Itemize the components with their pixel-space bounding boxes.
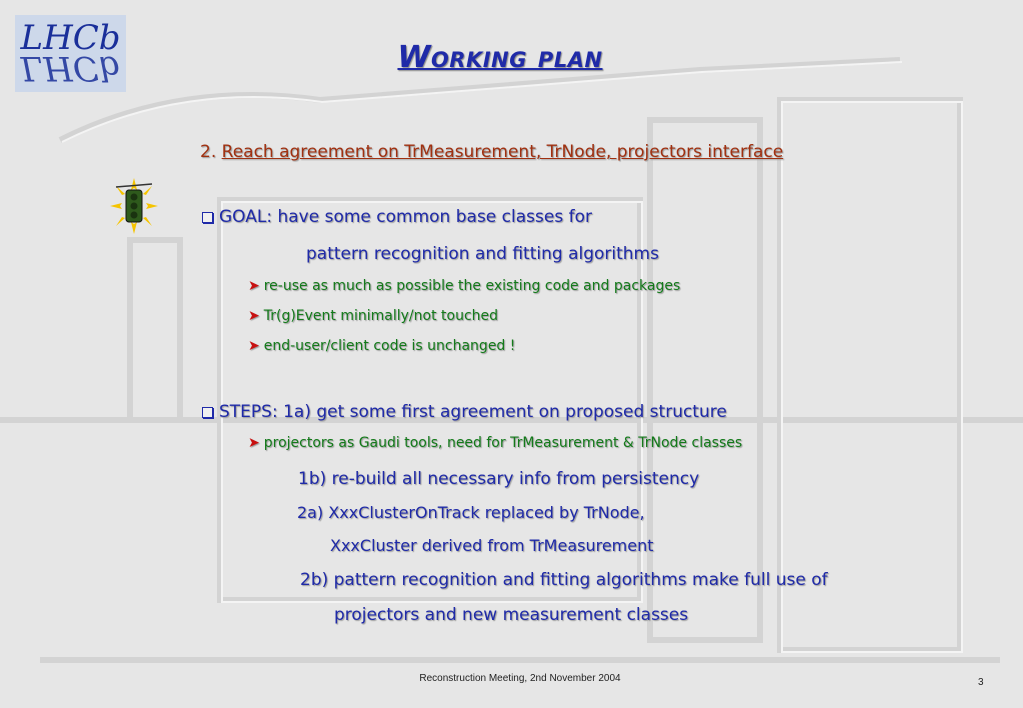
arrow-bullet-icon: ➤ bbox=[248, 308, 260, 324]
goal-bullet-2 bbox=[248, 308, 498, 324]
steps-bullet-text: projectors as Gaudi tools, need for TrMeasurement & TrNode classes bbox=[263, 435, 743, 451]
steps-2b-cont: projectors and new measurement classes bbox=[334, 605, 689, 625]
checkbox-bullet-icon bbox=[202, 212, 213, 223]
slide-title: Working plan bbox=[397, 40, 603, 75]
subheading-number: 2. bbox=[200, 142, 217, 162]
subheading bbox=[200, 142, 783, 162]
goal-text-1: GOAL: have some common base classes for bbox=[219, 207, 592, 227]
page-number: 3 bbox=[978, 677, 984, 688]
subheading-text: Reach agreement on TrMeasurement, TrNode, projectors interface bbox=[221, 142, 784, 162]
steps-2b: 2b) pattern recognition and fitting algorithms make full use of bbox=[300, 570, 828, 590]
checkbox-bullet-icon bbox=[202, 407, 213, 418]
steps-bullet bbox=[248, 435, 742, 451]
goal-bullet-1 bbox=[248, 278, 680, 294]
steps-2a-cont: XxxCluster derived from TrMeasurement bbox=[330, 536, 654, 555]
logo-text: LHCb bbox=[20, 18, 121, 58]
goal-bullet-2-text: Tr(g)Event minimally/not touched bbox=[263, 308, 499, 324]
steps-2a: 2a) XxxClusterOnTrack replaced by TrNode, bbox=[297, 503, 645, 522]
arrow-bullet-icon: ➤ bbox=[248, 278, 260, 294]
logo-reflection: LHCb bbox=[20, 48, 121, 88]
steps-line-1 bbox=[202, 402, 727, 422]
lhcb-logo bbox=[15, 15, 126, 92]
steps-text-1: STEPS: 1a) get some first agreement on proposed structure bbox=[219, 402, 727, 422]
traffic-light-icon bbox=[110, 178, 158, 234]
steps-1b: 1b) re-build all necessary info from persistency bbox=[298, 469, 700, 489]
goal-bullet-3 bbox=[248, 338, 515, 354]
goal-bullet-1-text: re-use as much as possible the existing code and packages bbox=[263, 278, 681, 294]
arrow-bullet-icon: ➤ bbox=[248, 338, 260, 354]
goal-line-2: pattern recognition and fitting algorithms bbox=[306, 244, 659, 264]
footer-text: Reconstruction Meeting, 2nd November 2004 bbox=[419, 673, 621, 684]
goal-bullet-3-text: end-user/client code is unchanged ! bbox=[263, 338, 516, 354]
arrow-bullet-icon: ➤ bbox=[248, 435, 260, 451]
goal-line-1 bbox=[202, 207, 592, 227]
